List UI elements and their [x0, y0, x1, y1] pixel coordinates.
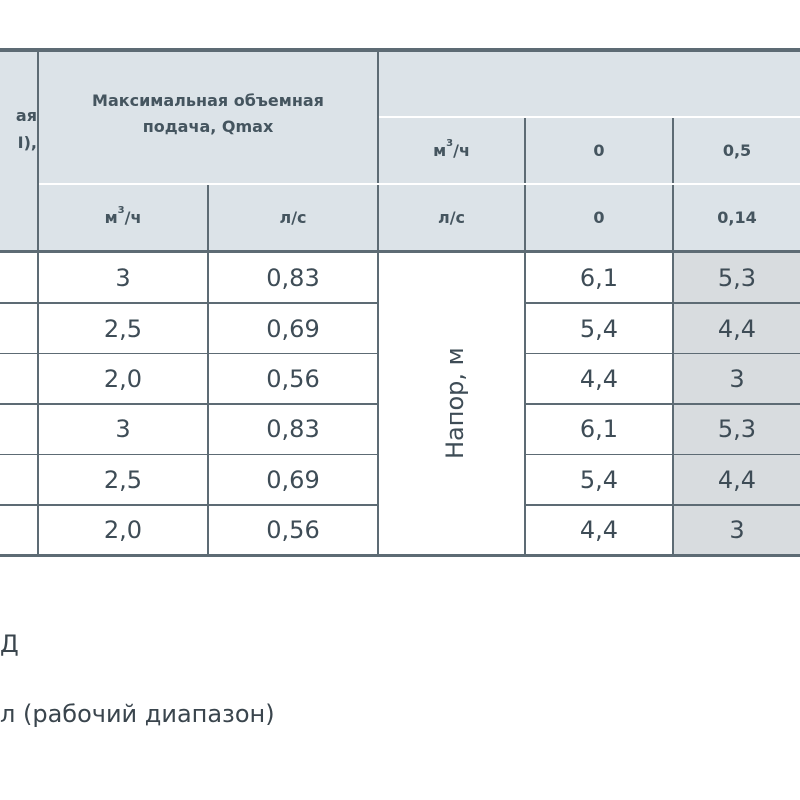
cell-h05-row-1: 5,3 — [717, 264, 757, 293]
cell-h0-row-5: 5,4 — [579, 465, 619, 494]
header-flow-ls-014: 0,14 — [674, 185, 800, 250]
row-divider — [0, 353, 37, 355]
row-divider — [0, 454, 37, 456]
cell-qmax-ls-row-4: 0,83 — [266, 415, 320, 444]
cell-qmax-m3h-row-2: 2,5 — [103, 314, 143, 343]
row-divider — [526, 454, 800, 456]
cell-qmax-m3h-row-3: 2,0 — [103, 364, 143, 393]
header-left-partial — [0, 52, 37, 250]
header-flow-top — [379, 52, 800, 116]
header-left-line2: I), — [17, 133, 37, 153]
note-line-1: Д — [0, 630, 19, 658]
cell-qmax-ls-row-1: 0,83 — [266, 264, 320, 293]
header-flow-m3h-0: 0 — [526, 118, 672, 183]
col-border-2 — [207, 185, 209, 554]
cell-qmax-m3h-row-1: 3 — [115, 264, 131, 293]
cell-h05-row-2: 4,4 — [717, 314, 757, 343]
row-divider — [39, 454, 377, 456]
cell-h0-row-3: 4,4 — [579, 364, 619, 393]
row-divider — [0, 302, 37, 304]
cell-qmax-ls-row-6: 0,56 — [266, 516, 320, 545]
col-border-3 — [377, 52, 379, 554]
cell-qmax-ls-row-2: 0,69 — [266, 314, 320, 343]
cell-qmax-ls-row-3: 0,56 — [266, 364, 320, 393]
note-line-2: л (рабочий диапазон) — [0, 700, 275, 728]
header-unit-ls: л/с — [379, 185, 524, 250]
row-divider — [526, 403, 800, 405]
header-qmax-unit-m3h: $м^3/ч$ — [39, 185, 207, 250]
cell-h05-row-5: 4,4 — [717, 465, 757, 494]
header-qmax-line2: подача, Qmax — [142, 116, 274, 136]
row-divider — [0, 504, 37, 506]
header-qmax-line1: Максимальная объемная — [92, 91, 324, 110]
header-flow-m3h-05: 0,5 — [674, 118, 800, 183]
row-divider — [526, 504, 800, 506]
cell-qmax-m3h-row-4: 3 — [115, 415, 131, 444]
cell-h0-row-4: 6,1 — [579, 415, 619, 444]
header-left-line1: ая — [15, 106, 37, 125]
header-bottom-border — [0, 250, 800, 253]
header-qmax — [39, 52, 377, 183]
row-divider — [39, 302, 377, 304]
cell-h0-row-2: 5,4 — [579, 314, 619, 343]
col-border-4 — [524, 116, 526, 554]
cell-h05-row-4: 5,3 — [717, 415, 757, 444]
cell-h05-row-3: 3 — [729, 364, 745, 393]
table-top-border — [0, 48, 800, 52]
table-bottom-border — [0, 554, 800, 557]
header-hline-2 — [39, 183, 800, 185]
row-divider — [39, 403, 377, 405]
row-divider — [0, 403, 37, 405]
row-divider — [526, 353, 800, 355]
cell-h0-row-6: 4,4 — [579, 516, 619, 545]
row-divider — [526, 302, 800, 304]
header-hline-1 — [379, 116, 800, 118]
cell-h05-row-6: 3 — [729, 516, 745, 545]
header-flow-ls-0: 0 — [526, 185, 672, 250]
col-border-5 — [672, 116, 674, 554]
row-divider — [39, 353, 377, 355]
cell-qmax-m3h-row-6: 2,0 — [103, 516, 143, 545]
cell-qmax-ls-row-5: 0,69 — [266, 465, 320, 494]
header-qmax-unit-ls: л/с — [209, 185, 377, 250]
cell-qmax-m3h-row-5: 2,5 — [103, 465, 143, 494]
cell-h0-row-1: 6,1 — [579, 264, 619, 293]
head-label: Напор, м — [441, 347, 469, 459]
row-divider — [39, 504, 377, 506]
header-unit-m3h: $м^3/ч$ — [379, 118, 524, 183]
